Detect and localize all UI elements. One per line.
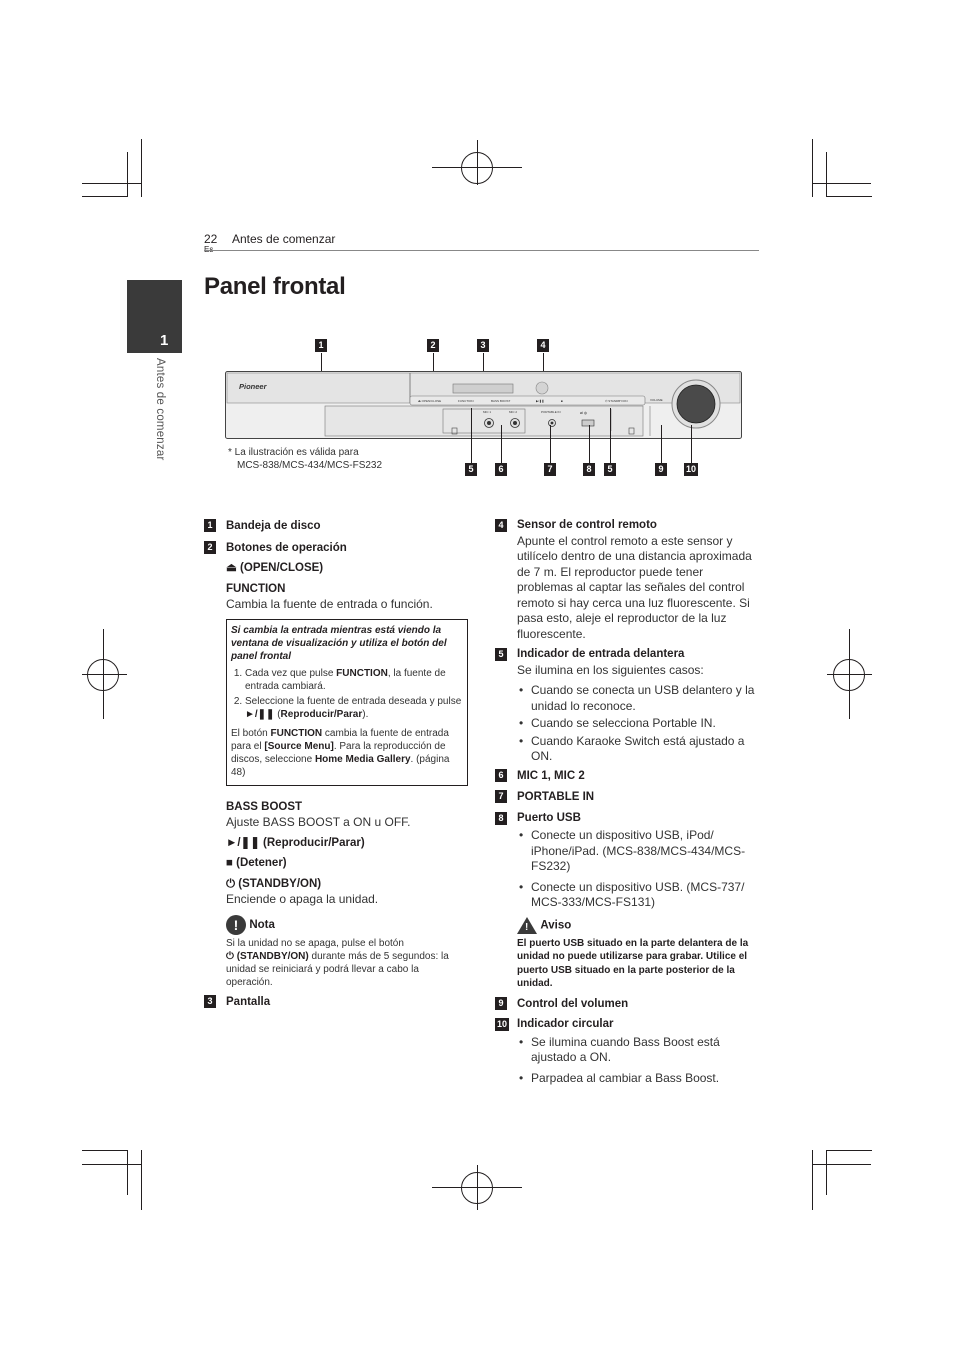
item-5: [495, 647, 757, 765]
aviso-label: Aviso: [540, 919, 572, 932]
crop-mark-tr-h: [812, 183, 871, 184]
callout-8: 8: [583, 463, 595, 476]
note-icon: !: [226, 915, 246, 935]
left-column: [204, 518, 468, 1010]
play-pause-title: ►/❚❚ (Reproducir/Parar): [226, 836, 365, 849]
item-10-bullets: [517, 1035, 757, 1087]
nota-text: Si la unidad no se apaga, pulse el botón ⏻ (STANDBY/ON) durante más de 5 segundos: la unidad se reiniciará y podrá llevar a cabo la operación.: [226, 937, 449, 988]
front-panel-illustration: [225, 371, 742, 439]
crop-mark-bl-v2: [127, 1150, 128, 1195]
leader-line-5a: [471, 408, 472, 463]
crop-mark-br-h: [826, 1150, 872, 1151]
leader-line-9: [661, 425, 662, 463]
panel-label-play-pause: ▶/❚❚: [536, 399, 545, 403]
aviso-heading: [517, 917, 757, 934]
crop-mark-tr-v2: [826, 152, 827, 197]
crop-mark-tl-v: [141, 139, 142, 197]
item-1-title: Bandeja de disco: [226, 520, 321, 532]
leader-line-6: [501, 425, 502, 463]
panel-label-standby: ⏻ STANDBY/ON: [605, 399, 628, 403]
usb-icon: ⇌ ◍: [580, 411, 587, 415]
item-5-title: Indicador de entrada delantera: [517, 648, 685, 660]
panel-label-volume: VOLUME: [650, 398, 663, 402]
callout-10: 10: [685, 464, 696, 474]
callout-3: 3: [477, 339, 489, 352]
item-5-bullets: [517, 683, 757, 765]
callout-5a: 5: [465, 463, 477, 476]
brand-logo: Pioneer: [239, 382, 267, 391]
item-7-badge: 7: [495, 790, 507, 803]
item-2-title: Botones de operación: [226, 541, 347, 554]
standby-title: ⏻ (STANDBY/ON): [226, 877, 322, 890]
illustration-footnote-line2: MCS-838/MCS-434/MCS-FS232: [237, 459, 383, 471]
item-2-badge: 2: [204, 541, 216, 554]
crop-mark-bl-h: [82, 1150, 128, 1151]
item-9-badge: 9: [495, 997, 507, 1010]
usb-port: [582, 420, 594, 426]
item-4-title: Sensor de control remoto: [517, 519, 657, 531]
box-title: Si cambia la entrada mientras está viendo la ventana de visualización y utiliza el botón del panel frontal: [231, 624, 447, 662]
nota-label: Nota: [249, 918, 275, 931]
header-rule: [204, 250, 759, 251]
panel-label-open-close: ⏏ OPEN/CLOSE: [418, 399, 442, 403]
item-5-bullet: • Cuando se conecta un USB delantero y la unidad lo reconoce.: [517, 683, 757, 714]
panel-label-portable-in: PORTABLE IN: [541, 410, 561, 414]
item-8-bullets: [517, 828, 757, 911]
chapter-number: 1: [160, 332, 169, 349]
illustration-footnote-line1: * La ilustración es válida para: [228, 447, 359, 458]
leader-line-5b: [610, 408, 611, 463]
panel-label-mic-2: MIC 2: [509, 410, 518, 414]
open-close-title: ⏏ (OPEN/CLOSE): [226, 562, 324, 574]
callout-1: 1: [315, 339, 327, 352]
leader-line-10: [691, 425, 692, 463]
item-1-badge: 1: [204, 519, 216, 532]
page-number: 22: [204, 232, 218, 246]
item-9: [495, 996, 757, 1013]
callout-5b: 5: [604, 463, 616, 476]
crop-mark-tr-v: [812, 139, 813, 197]
crop-mark-tl-h: [82, 183, 141, 184]
crop-mark-bl-h2: [82, 1164, 141, 1165]
box-steps: [231, 667, 463, 721]
item-10-badge: 10: [496, 1019, 507, 1030]
volume-knob: [677, 385, 715, 423]
right-column: [495, 518, 757, 1088]
item-3: [204, 994, 468, 1011]
callout-6: 6: [495, 463, 507, 476]
box-paragraph: El botón FUNCTION cambia la fuente de entrada para el [Source Menu]. Para la reproducción de discos, seleccione Home Media Gallery. (página 48): [231, 727, 450, 778]
function-title: FUNCTION: [226, 582, 286, 595]
item-7-title: PORTABLE IN: [517, 791, 595, 803]
panel-label-stop: ■: [561, 399, 563, 403]
standby-description: Enciende o apaga la unidad.: [226, 892, 379, 906]
item-3-title: Pantalla: [226, 995, 271, 1008]
item-5-description: Se ilumina en los siguientes casos:: [517, 662, 704, 677]
item-4-badge: 4: [495, 519, 507, 532]
leader-line-7: [550, 425, 551, 463]
callout-9: 9: [655, 463, 667, 476]
panel-label-bass-boost: BASS BOOST: [491, 399, 511, 403]
crop-mark-tl-v2: [127, 152, 128, 197]
nota-heading: [226, 915, 468, 935]
illustration-footnote: [228, 447, 448, 472]
chapter-tab: [127, 280, 182, 353]
item-8-bullet: • Conecte un dispositivo USB, iPod/ iPhone/iPad. (MCS-838/MCS-434/MCS-FS232): [517, 828, 757, 875]
aviso-text: El puerto USB situado en la parte delantera de la unidad no puede utilizarse para grabar. Utilice el puerto USB situado en la parte posterior de la unidad.: [517, 937, 749, 990]
item-2: [204, 540, 468, 989]
item-8-title: Puerto USB: [517, 811, 581, 824]
item-6-badge: 6: [495, 769, 507, 782]
chapter-side-label: Antes de comenzar: [154, 358, 166, 461]
item-8-bullet: • Conecte un dispositivo USB. (MCS-737/ MCS-333/MCS-FS131): [517, 880, 757, 911]
item-7: [495, 789, 757, 806]
crop-mark-tl-h2: [82, 196, 128, 197]
crop-mark-tr-h2: [826, 196, 872, 197]
box-step-2: 2. Seleccione la fuente de entrada deseada y pulse ►/❚❚ (Reproducir/Parar).: [245, 695, 463, 721]
item-5-bullet: • Cuando se selecciona Portable IN.: [517, 716, 757, 732]
panel-label-function: FUNCTION: [458, 399, 474, 403]
item-1: [204, 518, 468, 535]
page-title: Panel frontal: [204, 273, 346, 300]
item-6: [495, 768, 757, 785]
crop-mark-bl-v: [141, 1150, 142, 1210]
item-6-title: MIC 1, MIC 2: [517, 769, 585, 782]
function-note-box: [226, 619, 468, 786]
item-10-title: Indicador circular: [517, 1018, 614, 1031]
bass-boost-title: BASS BOOST: [226, 800, 303, 813]
item-4: [495, 518, 757, 642]
crop-mark-br-v2: [826, 1150, 827, 1195]
item-5-bullet: • Cuando Karaoke Switch está ajustado a ON.: [517, 734, 757, 765]
item-10-bullet: • Parpadea al cambiar a Bass Boost.: [517, 1071, 757, 1087]
running-header: Antes de comenzar: [232, 232, 336, 246]
callout-4: 4: [537, 339, 549, 352]
box-step-1: 1. Cada vez que pulse FUNCTION, la fuente de entrada cambiará.: [245, 667, 463, 693]
item-10-bullet: • Se ilumina cuando Bass Boost está ajustado a ON.: [517, 1035, 757, 1066]
stop-title: ■ (Detener): [226, 857, 287, 869]
item-4-description: Apunte el control remoto a este sensor y utilícelo dentro de una distancia aproximada de 7 m. El reproductor puede tener problemas al captar las señales del control remoto si hay cerca una luz fluorescente. Si pasa esto, aleje el reproductor de la luz fluorescente.: [517, 533, 752, 641]
warning-icon: !: [517, 917, 537, 934]
crop-mark-br-h2: [812, 1164, 871, 1165]
panel-label-mic-1: MIC 1: [483, 410, 492, 414]
item-9-title: Control del volumen: [517, 997, 629, 1010]
leader-line-8: [589, 425, 590, 463]
function-description: Cambia la fuente de entrada o función.: [226, 597, 433, 611]
crop-mark-br-v: [812, 1150, 813, 1210]
item-8: [495, 811, 757, 991]
bass-boost-description: Ajuste BASS BOOST a ON u OFF.: [226, 815, 411, 829]
item-10: [495, 1017, 757, 1086]
item-3-badge: 3: [204, 995, 216, 1008]
item-5-badge: 5: [495, 648, 507, 661]
callout-7: 7: [544, 463, 556, 476]
item-8-badge: 8: [495, 812, 507, 825]
callout-2: 2: [427, 339, 439, 352]
